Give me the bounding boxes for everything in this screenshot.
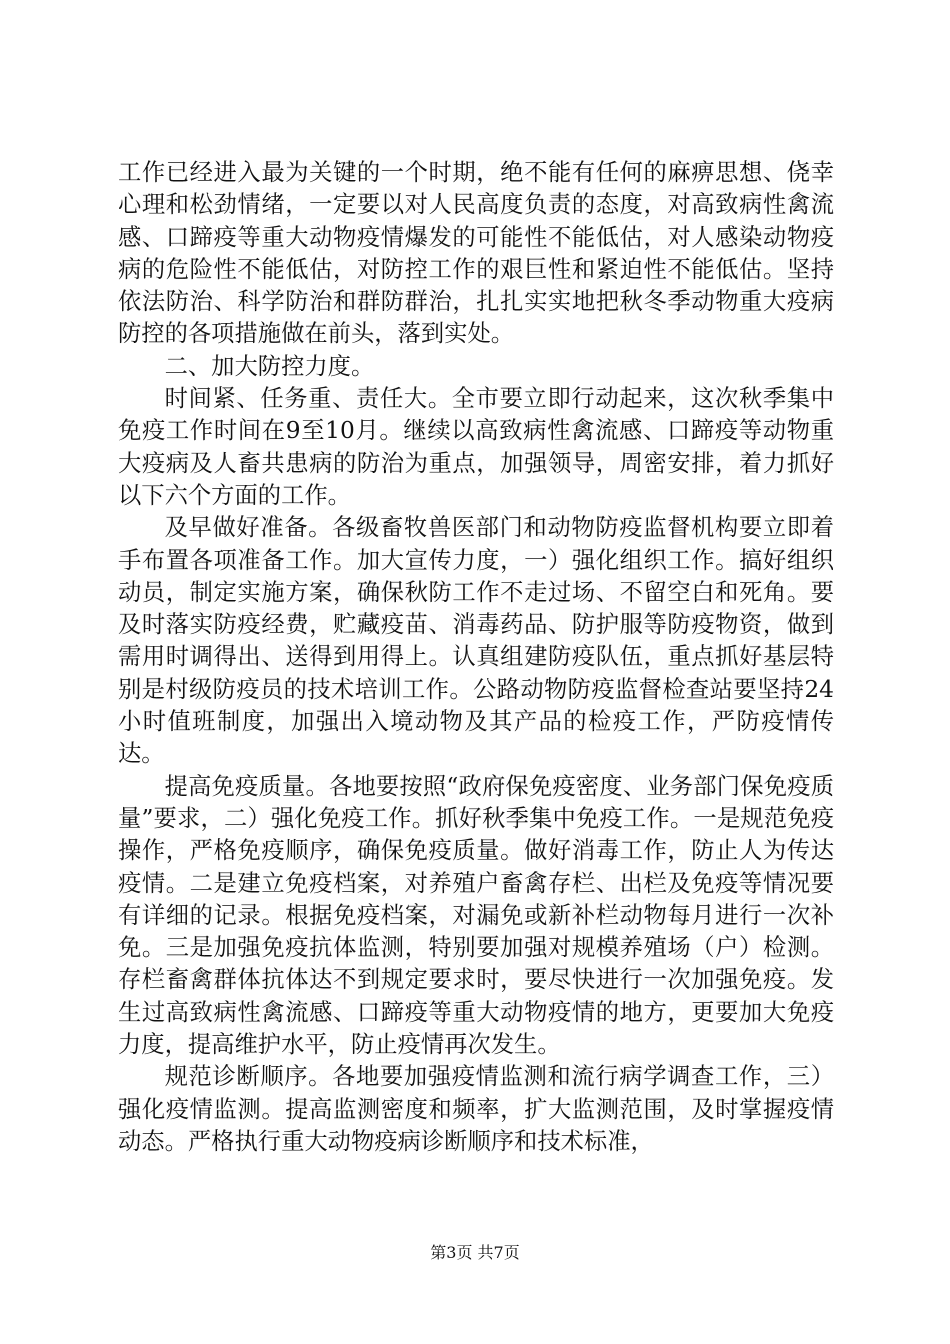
paragraph-4: 及早做好准备。各级畜牧兽医部门和动物防疫监督机构要立即着手布置各项准备工作。加大宣传力度，一）强化组织工作。搞好组织动员，制定实施方案，确保秋防工作不走过场、不留空白和死角。要及时落实防疫经费，贮藏疫苗、消毒药品、防护服等防疫物资，做到需用时调得出、送得到用得上。认真组建防疫队伍，重点抓好基层特别是村级防疫员的技术培训工作。公路动物防疫监督检查站要坚持24小时值班制度，加强出入境动物及其产品的检疫工作，严防疫情传达。: [118, 514, 834, 768]
page-footer: 第3页 共7页: [430, 1243, 520, 1262]
section-heading-2: 二、加大防控力度。: [164, 352, 375, 380]
paragraph-6: 规范诊断顺序。各地要加强疫情监测和流行病学调查工作，三）强化疫情监测。提高监测密度和频率，扩大监测范围，及时掌握疫情动态。严格执行重大动物疫病诊断顺序和技术标准，: [118, 1063, 834, 1155]
document-body: [118, 157, 834, 1158]
paragraph-5: 提高免疫质量。各地要按照“政府保免疫密度、业务部门保免疫质量”要求，二）强化免疫工作。抓好秋季集中免疫工作。一是规范免疫操作，严格免疫顺序，确保免疫质量。做好消毒工作，防止人为传达疫情。二是建立免疫档案，对养殖户畜禽存栏、出栏及免疫等情况要有详细的记录。根据免疫档案，对漏免或新补栏动物每月进行一次补免。三是加强免疫抗体监测，特别要加强对规模养殖场（户）检测。存栏畜禽群体抗体达不到规定要求时，要尽快进行一次加强免疫。发生过高致病性禽流感、口蹄疫等重大动物疫情的地方，更要加大免疫力度，提高维护水平，防止疫情再次发生。: [118, 772, 834, 1059]
paragraph-1: 工作已经进入最为关键的一个时期，绝不能有任何的麻痹思想、侥幸心理和松劲情绪，一定要以对人民高度负责的态度，对高致病性禽流感、口蹄疫等重大动物疫情爆发的可能性不能低估，对人感染动物疫病的危险性不能低估，对防控工作的艰巨性和紧迫性不能低估。坚持依法防治、科学防治和群防群治，扎扎实实地把秋冬季动物重大疫病防控的各项措施做在前头，落到实处。: [118, 159, 834, 348]
paragraph-3: 时间紧、任务重、责任大。全市要立即行动起来，这次秋季集中免疫工作时间在9至10月。继续以高致病性禽流感、口蹄疫等动物重大疫病及人畜共患病的防治为重点，加强领导，周密安排，着力抓好以下六个方面的工作。: [118, 385, 834, 509]
